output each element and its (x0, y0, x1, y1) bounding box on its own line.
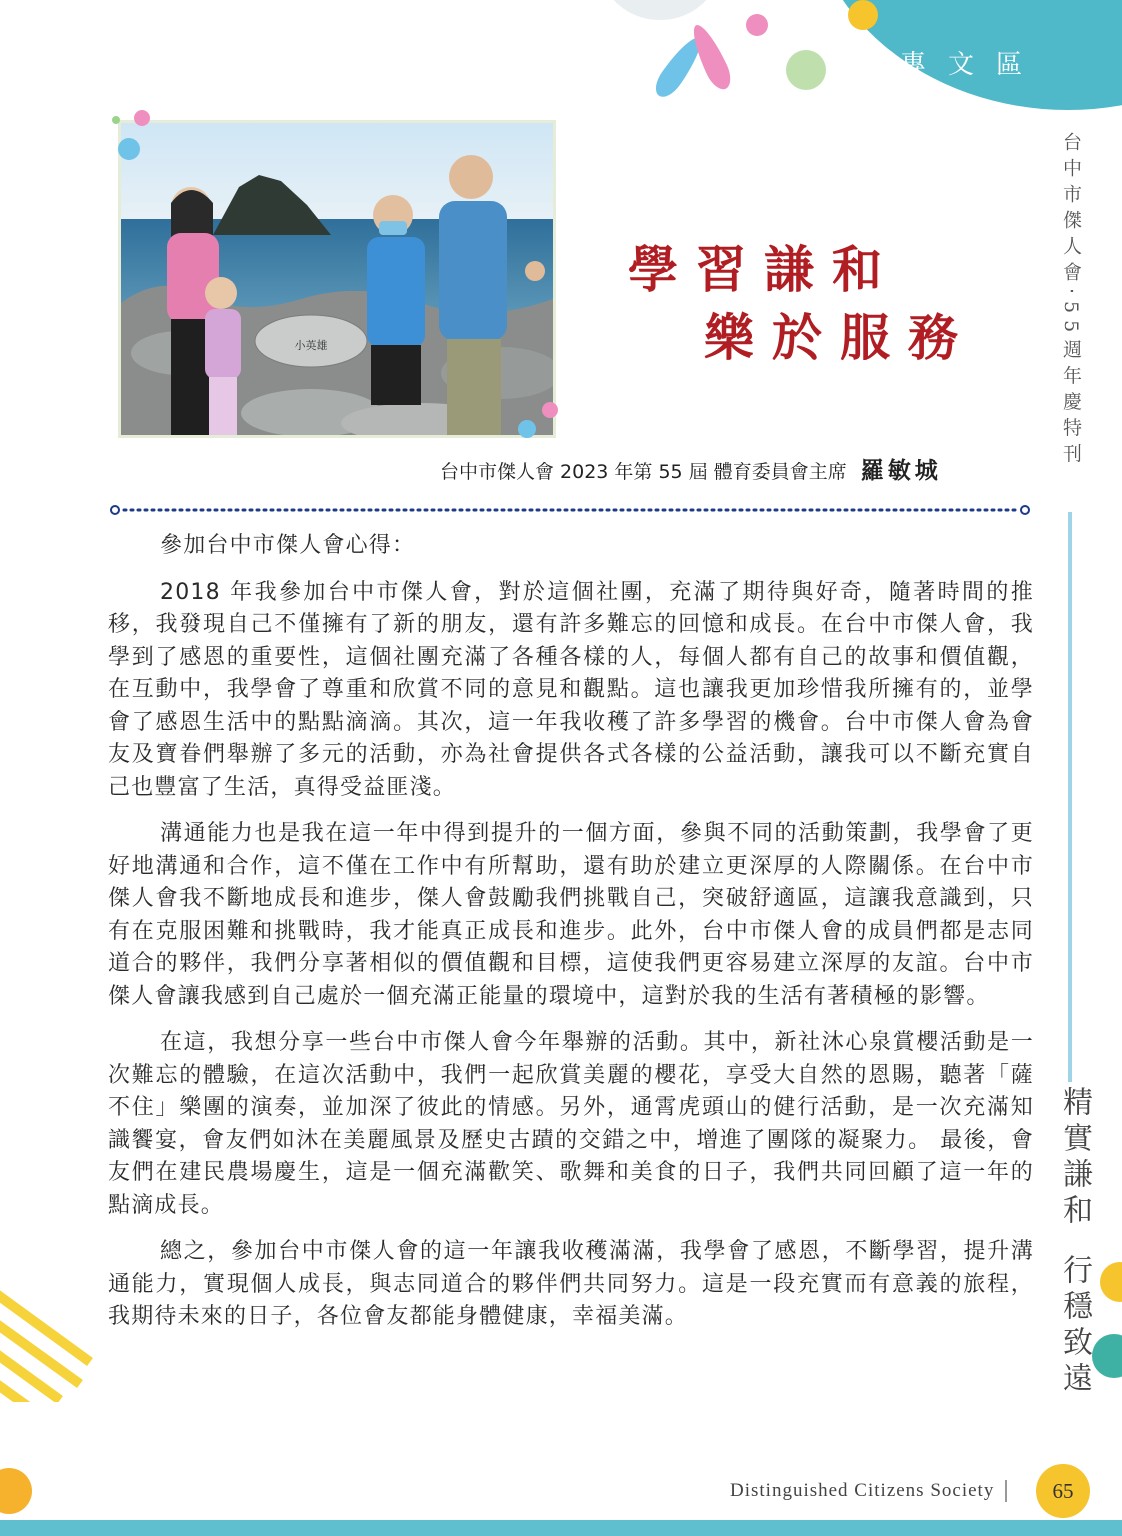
family-photo-frame (118, 120, 556, 438)
article-paragraph-1: 2018 年我參加台中市傑人會，對於這個社團，充滿了期待與好奇，隨著時間的推移，我發現自己不僅擁有了新的朋友，還有許多難忘的回憶和成長。在台中市傑人會，我學到了感恩的重要性，這個社團充滿了各種各樣的人，每個人都有自己的故事和價值觀，在互動中，我學會了尊重和欣賞不同的意見和觀點。這也讓我更加珍惜我所擁有的，並學會了感恩生活中的點點滴滴。其次，這一年我收穫了許多學習的機會。台中市傑人會為會友及寶眷們舉辦了多元的活動，亦為社會提供各式各樣的公益活動，讓我可以不斷充實自己也豐富了生活，真得受益匪淺。 (108, 579, 1034, 800)
article-paragraph-4: 總之，參加台中市傑人會的這一年讓我收穫滿滿，我學會了感恩，不斷學習，提升溝通能力，實現個人成長，與志同道合的夥伴們共同努力。這是一段充實而有意義的旅程，我期待未來的日子，各位會友都能身體健康，幸福美滿。 (108, 1239, 1034, 1329)
footer-society-name: Distinguished Citizens Society (730, 1480, 995, 1501)
decor-green-dot (786, 50, 826, 90)
sidebar-motto-1: 精實謙和 (1057, 1086, 1092, 1230)
footer-teal-band (0, 1520, 1122, 1536)
sidebar-decor-teal (1092, 1334, 1122, 1378)
article-paragraph-2: 溝通能力也是我在這一年中得到提升的一個方面，參與不同的活動策劃，我學會了更好地溝通和合作，這不僅在工作中有所幫助，還有助於建立更深厚的人際關係。在台中市傑人會我不斷地成長和進步，傑人會鼓勵我們挑戰自己，突破舒適區，這讓我意識到，只有在克服困難和挑戰時，我才能真正成長和進步。此外，台中市傑人會的成員們都是志同道合的夥伴，我們分享著相似的價值觀和目標，這使我們更容易建立深厚的友誼。台中市傑人會讓我感到自己處於一個充滿正能量的環境中，這對於我的生活有著積極的影響。 (108, 821, 1034, 1009)
article-body (108, 530, 1034, 1348)
page-number: 65 (1036, 1464, 1090, 1518)
photo-decor-dot-blue (118, 138, 140, 160)
photo-decor-dot-pink (134, 110, 150, 126)
sidebar-motto-2: 行穩致遠 (1057, 1254, 1092, 1398)
byline (440, 452, 942, 485)
decor-yellow-stripes (0, 1262, 100, 1402)
section-label: 專文區 (900, 50, 1045, 80)
byline-role: 台中市傑人會 2023 年第 55 屆 體育委員會主席 (440, 461, 847, 483)
photo-decor-dot-blue2 (518, 420, 536, 438)
photo-decor-dot-green (112, 116, 120, 124)
footer-decor-orange-dot (0, 1468, 32, 1514)
article-paragraph-3: 在這，我想分享一些台中市傑人會今年舉辦的活動。其中，新社沐心泉賞櫻活動是一次難忘的體驗，在這次活動中，我們一起欣賞美麗的櫻花，享受大自然的恩賜，聽著「薩不住」樂團的演奏，並加深了彼此的情感。另外，通霄虎頭山的健行活動，是一次充滿知識饗宴，會友們如沐在美麗風景及歷史古蹟的交錯之中，增進了團隊的凝聚力。 最後，會友們在建民農場慶生，這是一個充滿歡笑、歌舞和美食的日子，我們共同回顧了這一年的點滴成長。 (108, 1030, 1034, 1218)
byline-name: 羅敏城 (860, 457, 942, 484)
photo-decor-dot-pink2 (542, 402, 558, 418)
article-title-line2: 樂於服務 (704, 308, 976, 367)
dotted-divider (110, 505, 1030, 515)
stone-sign-text: 小英雄 (294, 339, 328, 352)
sidebar-decor-yellow (1100, 1262, 1122, 1302)
sidebar-line (1068, 512, 1072, 1082)
sidebar-publication-title: 台中市傑人會‧55週年慶特刊 (1060, 132, 1082, 470)
family-photo (121, 123, 553, 435)
decor-grey-circle (600, 0, 720, 20)
article-title-line1: 學習謙和 (628, 240, 900, 299)
decor-yellow-dot (848, 0, 878, 30)
footer-separator (1005, 1480, 1007, 1502)
decor-pink-dot (746, 14, 768, 36)
article-intro: 參加台中市傑人會心得： (160, 533, 416, 558)
